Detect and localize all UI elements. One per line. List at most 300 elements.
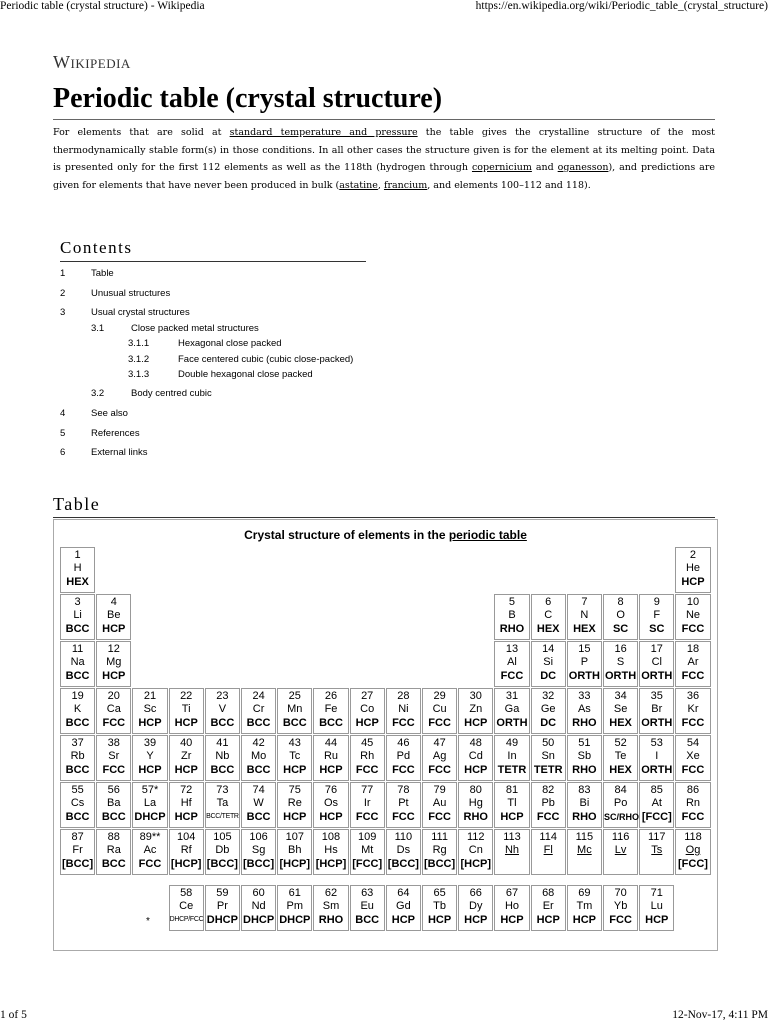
atomic-number: 22 [180,690,193,702]
element-symbol: Sc [143,703,157,715]
atomic-number: 2 [689,549,697,561]
crystal-structure: DHCP/FCC [169,916,204,923]
element-cell-sm[interactable] [313,885,348,931]
element-symbol: W [253,797,264,809]
toc-link-hexagonal-close-packed[interactable]: Hexagonal close packed [178,338,282,349]
element-symbol: Pt [398,797,409,809]
atomic-number: 59 [216,887,229,899]
atomic-number: 70 [614,887,627,899]
atomic-number: 113 [503,831,521,843]
element-cell-y[interactable] [132,735,167,781]
atomic-number: 64 [397,887,410,899]
element-symbol: Tc [289,750,301,762]
element-symbol: Rn [685,797,701,809]
element-cell-br[interactable] [639,688,674,734]
contents-divider [60,261,366,262]
element-cell-zr[interactable] [169,735,204,781]
crystal-structure: DHCP [243,914,275,926]
element-symbol: Pm [286,900,304,912]
element-cell-k[interactable] [60,688,95,734]
element-cell-gd[interactable] [386,885,421,931]
element-cell-ti[interactable] [169,688,204,734]
section-divider [53,517,715,518]
crystal-structure: HCP [464,914,488,926]
atomic-number: 18 [686,643,700,655]
crystal-structure: [FCC] [352,858,383,870]
element-cell-f[interactable] [639,594,674,640]
element-cell-dy[interactable] [458,885,493,931]
element-symbol: F [653,609,661,621]
atomic-number: 34 [614,690,627,702]
atomic-number: 3 [74,596,81,608]
element-symbol: Ne [685,609,701,621]
crystal-structure: RHO [318,914,344,926]
element-cell-at[interactable] [639,782,674,828]
atomic-number: 21 [143,690,157,702]
element-cell-ce[interactable] [169,885,204,931]
atomic-number: 32 [542,690,555,702]
atomic-number: 40 [180,737,193,749]
page-title: Periodic table (crystal structure) [53,83,443,114]
element-symbol: C [544,609,553,621]
element-cell-co[interactable] [350,688,385,734]
crystal-structure: BCC [65,623,90,635]
element-cell-ca[interactable] [96,688,131,734]
atomic-number: 85 [650,784,663,796]
atomic-number: 26 [324,690,338,702]
element-cell-cd[interactable] [458,735,493,781]
element-cell-si[interactable] [531,641,566,687]
element-symbol[interactable]: Fl [543,844,553,856]
toc-link-external-links[interactable]: External links [91,447,148,458]
atomic-number: 104 [177,831,196,843]
element-cell-h[interactable] [60,547,95,593]
crystal-structure: HEX [573,623,596,635]
crystal-structure: [FCC] [641,811,672,823]
element-symbol: O [616,609,625,621]
element-symbol[interactable]: Mc [577,844,592,856]
atomic-number: 84 [614,784,627,796]
crystal-structure: FCC [355,811,379,823]
element-symbol: Hf [180,797,192,809]
element-cell-pb[interactable] [531,782,566,828]
atomic-number: 13 [505,643,519,655]
element-cell-ge[interactable] [531,688,566,734]
element-cell-lv[interactable] [603,829,638,875]
element-symbol: Ra [106,844,121,856]
element-cell-ga[interactable] [494,688,529,734]
element-symbol: Pb [541,797,555,809]
element-cell-sg[interactable] [241,829,276,875]
crystal-structure: ORTH [496,717,528,729]
element-cell-ir[interactable] [350,782,385,828]
element-cell-eu[interactable] [350,885,385,931]
element-cell-na[interactable] [60,641,95,687]
link-copernicium[interactable]: copernicium [471,162,532,173]
atomic-number: 16 [614,643,627,655]
element-cell-nh[interactable] [494,829,529,875]
element-cell-v[interactable] [205,688,240,734]
element-cell-zn[interactable] [458,688,493,734]
atomic-number: 38 [107,737,120,749]
element-cell-ta[interactable] [205,782,240,828]
atomic-number: 72 [180,784,193,796]
element-cell-fr[interactable] [60,829,95,875]
element-cell-ac[interactable] [132,829,167,875]
table-caption [54,528,717,542]
intro-text: , and elements 100–112 and 118). [427,179,591,191]
crystal-structure: HCP [681,576,705,588]
crystal-structure: HCP [355,717,379,729]
link-periodic-table[interactable]: periodic table [448,528,527,542]
toc-link-table[interactable]: Table [91,268,114,279]
element-cell-og[interactable] [675,829,710,875]
atomic-number: 45 [361,737,374,749]
element-cell-w[interactable] [241,782,276,828]
atomic-number: 37 [71,737,84,749]
element-cell-mg[interactable] [96,641,131,687]
toc-number: 3.2 [91,388,105,399]
element-symbol: Re [287,797,302,809]
toc-number: 3.1 [91,323,105,334]
element-cell-be[interactable] [96,594,131,640]
element-cell-re[interactable] [277,782,312,828]
element-symbol: Ba [107,797,121,809]
element-cell-sr[interactable] [96,735,131,781]
element-symbol: Yb [613,900,628,912]
crystal-structure: BCC [65,670,90,682]
element-cell-mn[interactable] [277,688,312,734]
crystal-structure: HCP [138,717,162,729]
element-cell-he[interactable] [675,547,710,593]
element-cell-lu[interactable] [639,885,674,931]
element-cell-rn[interactable] [675,782,710,828]
element-cell-sn[interactable] [531,735,566,781]
element-cell-ho[interactable] [494,885,529,931]
atomic-number: 88 [107,831,120,843]
element-cell-o[interactable] [603,594,638,640]
element-cell-mc[interactable] [567,829,602,875]
element-cell-i[interactable] [639,735,674,781]
crystal-structure: BCC [246,811,271,823]
crystal-structure: HCP [391,914,415,926]
toc-number: 1 [60,268,66,279]
atomic-number: 87 [71,831,84,843]
element-cell-tl[interactable] [494,782,529,828]
element-cell-n[interactable] [567,594,602,640]
atomic-number: 41 [216,737,229,749]
crystal-structure: BCC [101,811,126,823]
crystal-structure: RHO [463,811,488,823]
crystal-structure: FCC [392,717,415,729]
crystal-structure: SC [612,623,629,635]
atomic-number: 47 [433,737,446,749]
crystal-structure: FCC [500,670,524,682]
caption-text: Crystal structure of elements in the [244,528,449,542]
element-cell-li[interactable] [60,594,95,640]
atomic-number: 44 [324,737,338,749]
link-astatine[interactable]: astatine [339,179,378,191]
atomic-number: 4 [110,596,117,608]
wikipedia-logo[interactable]: Wikipedia [53,52,131,72]
element-cell-se[interactable] [603,688,638,734]
element-cell-nd[interactable] [241,885,276,931]
element-cell-mo[interactable] [241,735,276,781]
atomic-number: 65 [433,887,446,899]
crystal-structure: HCP [174,811,198,823]
crystal-structure: HEX [609,717,632,729]
crystal-structure: BCC/TETR [206,813,239,820]
crystal-structure: SC [649,623,665,635]
crystal-structure: ORTH [641,670,673,682]
element-cell-ni[interactable] [386,688,421,734]
element-cell-rg[interactable] [422,829,457,875]
element-symbol: Db [215,844,230,856]
element-cell-po[interactable] [603,782,638,828]
element-cell-as[interactable] [567,688,602,734]
element-cell-ar[interactable] [675,641,710,687]
element-cell-ne[interactable] [675,594,710,640]
element-cell-ru[interactable] [313,735,348,781]
element-symbol: Cn [468,844,483,856]
toc-number: 3.1.2 [128,354,150,365]
crystal-structure: FCC [138,858,162,870]
crystal-structure: [HCP] [170,858,202,870]
element-symbol: Sb [577,750,592,762]
atomic-number: 112 [467,831,485,843]
element-cell-te[interactable] [603,735,638,781]
intro-text: the table gives the crystalline structure of the most thermodynamically stable form(s) in those conditions. In all other cases the structure given is for the element at its melting point. Data is presented only for the first 112 elements as well as the 118th (hydrogen through [53,127,715,173]
element-cell-pm[interactable] [277,885,312,931]
atomic-number: 69 [578,887,591,899]
element-symbol: Zr [180,750,192,762]
atomic-number: 108 [321,831,341,843]
atomic-number: 9 [653,596,660,608]
link-francium[interactable]: francium [383,179,428,191]
print-datetime: 12-Nov-17, 4:11 PM [672,1009,768,1021]
toc-link-double-hexagonal-close-packed[interactable]: Double hexagonal close packed [178,369,313,380]
crystal-structure: RHO [572,717,597,729]
atomic-number: 17 [650,643,663,655]
toc-link-references[interactable]: References [91,428,140,439]
element-cell-sb[interactable] [567,735,602,781]
element-cell-mt[interactable] [350,829,385,875]
element-cell-bh[interactable] [277,829,312,875]
crystal-structure: HCP [645,914,669,926]
element-symbol: Hs [324,844,338,856]
atomic-number: 24 [252,690,265,702]
element-cell-db[interactable] [205,829,240,875]
element-cell-ra[interactable] [96,829,131,875]
atomic-number: 109 [358,831,377,843]
element-cell-yb[interactable] [603,885,638,931]
element-cell-os[interactable] [313,782,348,828]
crystal-structure: [BCC] [243,858,275,870]
element-cell-bi[interactable] [567,782,602,828]
crystal-structure: FCC [102,764,126,776]
crystal-structure: FCC [102,717,126,729]
atomic-number: 58 [180,887,193,899]
element-cell-hs[interactable] [313,829,348,875]
element-cell-c[interactable] [531,594,566,640]
contents-heading: Contents [60,238,133,257]
element-cell-cn[interactable] [458,829,493,875]
element-cell-pt[interactable] [386,782,421,828]
element-cell-cr[interactable] [241,688,276,734]
crystal-structure: FCC [609,914,632,926]
element-symbol: Nb [215,750,230,762]
element-cell-hf[interactable] [169,782,204,828]
element-cell-rh[interactable] [350,735,385,781]
atomic-number: 75 [288,784,301,796]
element-symbol: Rg [432,844,447,856]
crystal-structure: FCC [392,764,415,776]
atomic-number: 54 [686,737,700,749]
crystal-structure: [HCP] [315,858,347,870]
element-symbol: Bi [579,797,590,809]
crystal-structure: [HCP] [279,858,311,870]
toc-link-close-packed-metal-structures[interactable]: Close packed metal structures [131,323,259,334]
atomic-number: 76 [324,784,338,796]
atomic-number: 35 [650,690,663,702]
element-cell-hg[interactable] [458,782,493,828]
element-cell-xe[interactable] [675,735,710,781]
atomic-number: 51 [578,737,591,749]
element-cell-er[interactable] [531,885,566,931]
crystal-structure: FCC [681,811,705,823]
element-cell-tb[interactable] [422,885,457,931]
crystal-structure: HCP [464,717,488,729]
element-symbol: As [577,703,591,715]
crystal-structure: TETR [497,764,527,776]
atomic-number: 6 [545,596,552,608]
crystal-structure: [BCC] [387,858,419,870]
toc-link-see-also[interactable]: See also [91,408,128,419]
element-symbol[interactable]: Nh [504,844,520,856]
atomic-number: 19 [71,690,84,702]
crystal-structure: ORTH [568,670,600,682]
crystal-structure: HEX [536,623,560,635]
element-symbol: Ta [216,797,229,809]
crystal-structure: HEX [609,764,632,776]
element-cell-sc[interactable] [132,688,167,734]
element-cell-rb[interactable] [60,735,95,781]
atomic-number: 116 [611,831,630,843]
atomic-number: 50 [542,737,555,749]
element-symbol: Pd [396,750,411,762]
element-symbol[interactable]: Lv [614,844,627,856]
atomic-number: 5 [508,596,516,608]
crystal-structure: DC [540,670,557,682]
element-cell-ds[interactable] [386,829,421,875]
element-symbol: Mn [287,703,303,715]
crystal-structure: FCC [428,811,451,823]
toc-number: 2 [60,288,66,299]
element-symbol: Er [542,900,554,912]
toc-link-face-centered-cubic-cubic-close-packed[interactable]: Face centered cubic (cubic close-packed) [178,354,354,365]
atomic-number: 46 [397,737,410,749]
element-symbol: La [143,797,157,809]
element-cell-in[interactable] [494,735,529,781]
element-cell-rf[interactable] [169,829,204,875]
element-symbol: At [651,797,662,809]
element-symbol: Po [613,797,628,809]
element-cell-al[interactable] [494,641,529,687]
atomic-number: 49 [505,737,519,749]
link-oganesson[interactable]: oganesson [557,162,609,173]
element-symbol: Lu [650,900,663,912]
atomic-number: 55 [71,784,84,796]
element-cell-pd[interactable] [386,735,421,781]
atomic-number: 25 [288,690,301,702]
element-symbol[interactable]: Og [685,844,701,856]
atomic-number: 39 [143,737,157,749]
crystal-structure: HCP [319,764,343,776]
element-cell-fe[interactable] [313,688,348,734]
element-symbol: Ga [504,703,520,715]
periodic-table [53,519,718,951]
atomic-number: 79 [433,784,446,796]
element-cell-ba[interactable] [96,782,131,828]
element-symbol: Rf [180,844,192,856]
crystal-structure: HCP [283,811,307,823]
element-symbol: Na [70,656,85,668]
element-cell-cl[interactable] [639,641,674,687]
element-cell-la[interactable] [132,782,167,828]
element-cell-s[interactable] [603,641,638,687]
element-cell-kr[interactable] [675,688,710,734]
atomic-number: 23 [216,690,229,702]
crystal-structure: BCC [355,914,380,926]
element-cell-ts[interactable] [639,829,674,875]
crystal-structure: BCC [65,717,90,729]
element-cell-tm[interactable] [567,885,602,931]
toc-link-usual-crystal-structures[interactable]: Usual crystal structures [91,307,190,318]
element-cell-cs[interactable] [60,782,95,828]
element-symbol: Sn [541,750,555,762]
element-cell-pr[interactable] [205,885,240,931]
link-standard-temperature-pressure[interactable]: standard temperature and pressure [229,127,418,138]
atomic-number: 8 [617,596,624,608]
atomic-number: 74 [252,784,265,796]
element-cell-cu[interactable] [422,688,457,734]
toc-link-unusual-structures[interactable]: Unusual structures [91,288,171,299]
page-url[interactable]: https://en.wikipedia.org/wiki/Periodic_table_(crystal_structure) [475,0,768,12]
crystal-structure: [BCC] [206,858,238,870]
toc-link-body-centred-cubic[interactable]: Body centred cubic [131,388,212,399]
crystal-structure: BCC [65,764,90,776]
element-symbol[interactable]: Ts [651,844,663,856]
element-cell-tc[interactable] [277,735,312,781]
element-cell-fl[interactable] [531,829,566,875]
atomic-number: 1 [74,549,81,561]
element-symbol: Ge [540,703,556,715]
crystal-structure: HCP [138,764,162,776]
element-cell-nb[interactable] [205,735,240,781]
element-cell-ag[interactable] [422,735,457,781]
crystal-structure: [BCC] [62,858,94,870]
crystal-structure: FCC [681,623,705,635]
element-symbol: V [218,703,227,715]
element-symbol: Ar [687,656,699,668]
element-cell-p[interactable] [567,641,602,687]
element-cell-b[interactable] [494,594,529,640]
element-cell-au[interactable] [422,782,457,828]
atomic-number: 66 [469,887,482,899]
atomic-number: 107 [285,831,304,843]
element-symbol: B [508,609,516,621]
element-symbol: Cr [252,703,265,715]
